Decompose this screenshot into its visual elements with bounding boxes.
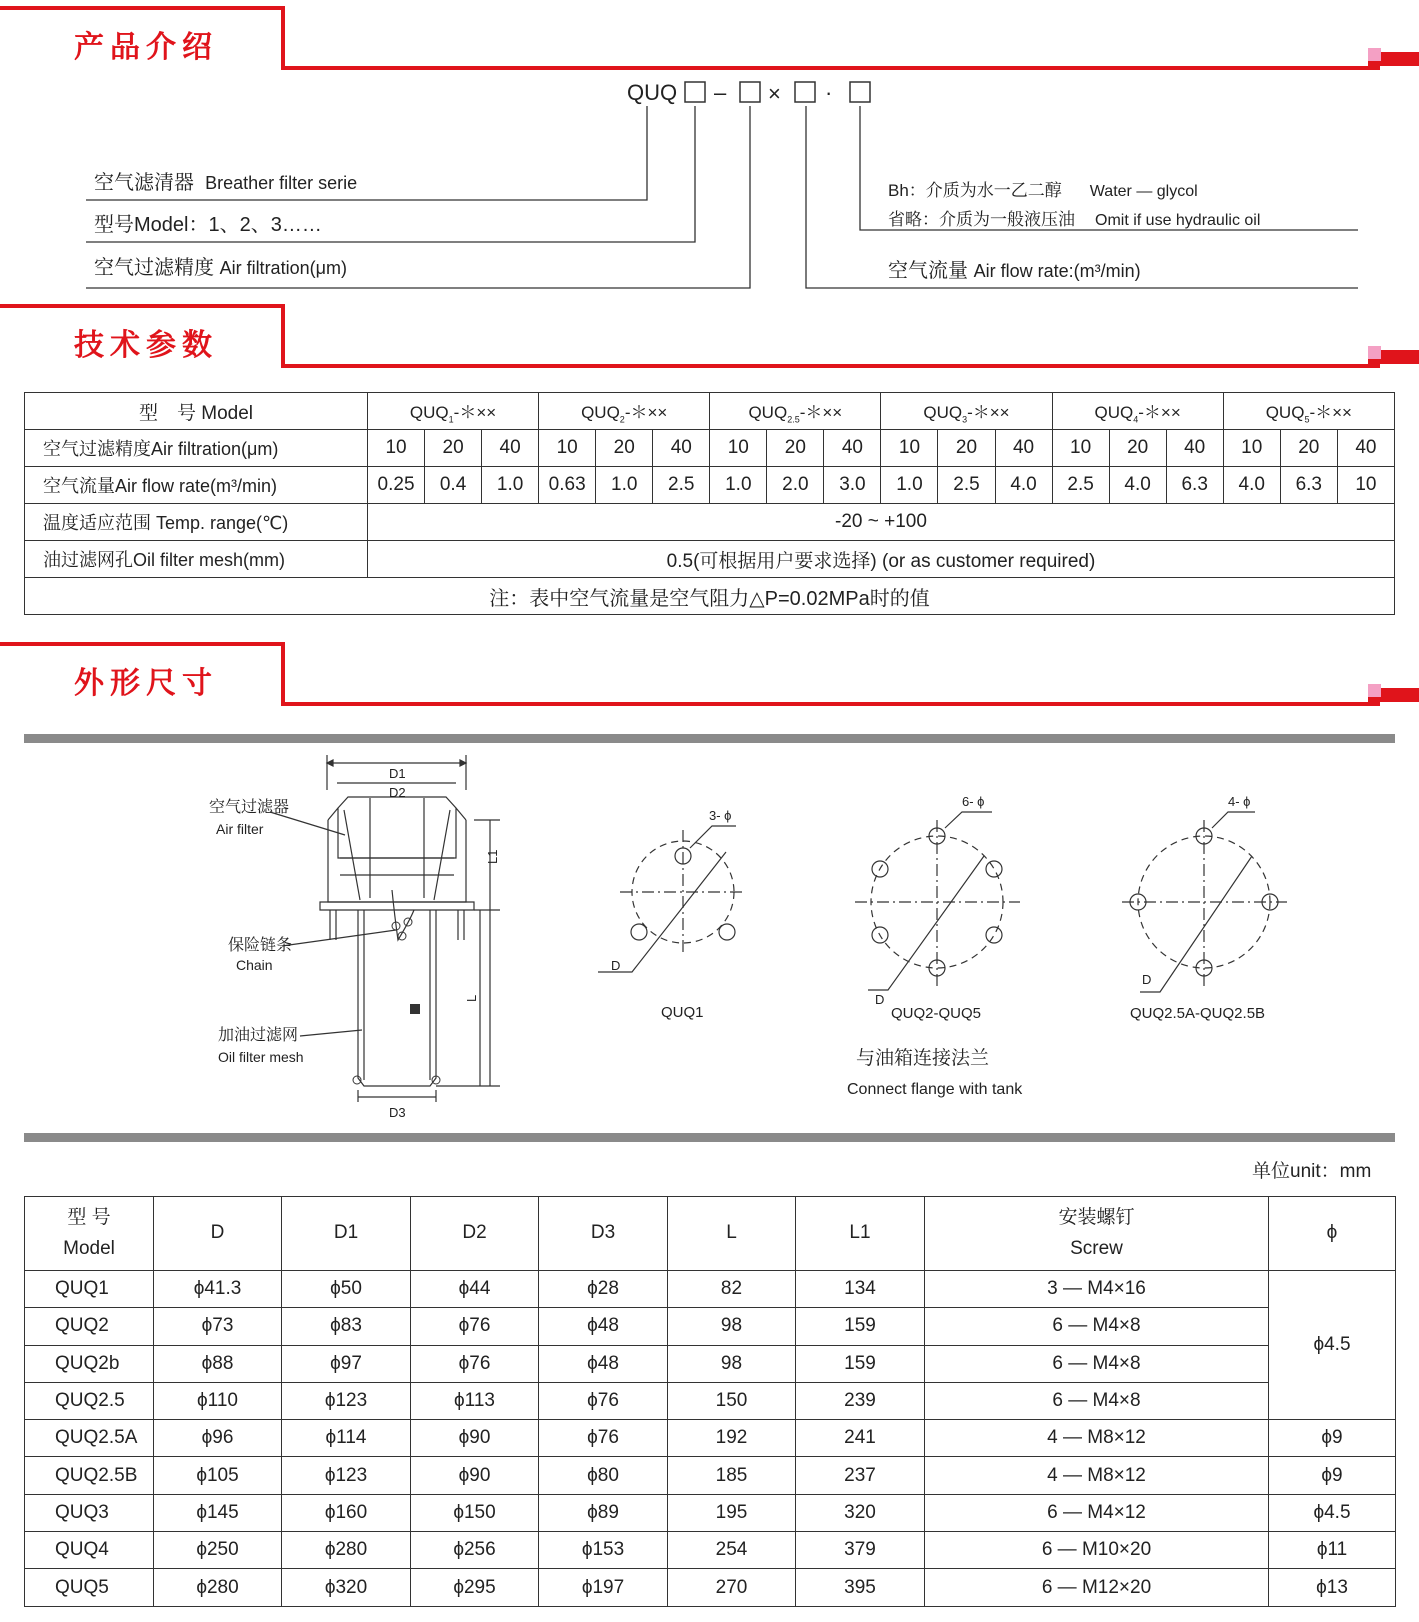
svg-text:·: · [825,80,833,105]
svg-text:D: D [1142,972,1152,987]
table-row: QUQ2.5A ϕ96 ϕ114 ϕ90 ϕ76 192 241 4 — M8×12 ϕ9 [25,1420,1396,1457]
svg-text:–: – [714,80,727,105]
intro-flow: 空气流量 Air flow rate:(m³/min) [888,260,1141,282]
label-chain-cn: 保险链条 [228,937,293,954]
spec-model-5: $QUQ_5-*\times\times$ [1223,393,1394,430]
label-mesh-cn: 加油过滤网 [218,1027,299,1044]
table-row: QUQ5 ϕ280 ϕ320 ϕ295 ϕ197 270 395 6 — M12×20 ϕ13 [25,1569,1396,1606]
intro-line3: 空气过滤精度 Air filtration(μm) [94,257,347,279]
table-row: QUQ2 ϕ73 ϕ83 ϕ76 ϕ48 98 159 6 — M4×8 [25,1308,1396,1345]
dimensions-table [24,1196,1396,1607]
svg-text:4- ϕ: 4- ϕ [1228,794,1251,809]
svg-text:D: D [611,958,621,973]
table-row: QUQ4 ϕ250 ϕ280 ϕ256 ϕ153 254 379 6 — M10×20 ϕ11 [25,1532,1396,1569]
svg-text:D2: D2 [389,785,406,800]
divider-bar [24,734,1395,743]
table-row: QUQ2b ϕ88 ϕ97 ϕ76 ϕ48 98 159 6 — M4×8 [25,1345,1396,1382]
flange-label-cn: 与油箱连接法兰 [856,1048,990,1069]
label-mesh-en: Oil filter mesh [218,1049,304,1065]
section-title-dims: 外形尺寸 [74,666,218,701]
code-prefix: QUQ [627,80,678,105]
svg-text:D1: D1 [389,766,406,781]
spec-table [24,392,1395,615]
dim-model-header: 型 号 Model [25,1197,154,1271]
svg-text:×: × [768,81,781,106]
dimension-drawing [0,750,1419,1130]
table-row: QUQ1 ϕ41.3 ϕ50 ϕ44 ϕ28 82 134 3 — M4×16 ϕ4.5 [25,1271,1396,1308]
dim-header-row: 型 号 Model D D1 D2 D3 L L1 安装螺钉 Screw ϕ [25,1197,1396,1271]
section-title-intro: 产品介绍 [74,30,218,65]
spec-model-header: 型 号 Model [25,393,368,430]
intro-line2: 型号Model：1、2、3…… [94,214,322,236]
divider-bar [24,1133,1395,1142]
spec-model-2: $QUQ_2-*\times\times$ [539,393,710,430]
table-row: QUQ3 ϕ145 ϕ160 ϕ150 ϕ89 195 320 6 — M4×12 ϕ4.5 [25,1494,1396,1531]
table-row: QUQ2.5 ϕ110 ϕ123 ϕ113 ϕ76 150 239 6 — M4×8 [25,1382,1396,1419]
caption-quq1: QUQ1 [661,1004,704,1021]
spec-mesh-row: 油过滤网孔Oil filter mesh(mm) 0.5(可根据用户要求选择) (or as customer required) [25,541,1395,578]
svg-text:D3: D3 [389,1105,406,1120]
label-chain-en: Chain [236,957,273,973]
unit-label: 单位unit：mm [1252,1161,1372,1182]
spec-model-3: $QUQ_3-*\times\times$ [881,393,1052,430]
svg-text:6- ϕ: 6- ϕ [962,794,985,809]
svg-text:L1: L1 [485,849,500,864]
merged-phi-cell: ϕ4.5 [1269,1271,1396,1420]
spec-filtration-row: 空气过滤精度Air filtration(μm) 10 20 40 10 20 40 10 20 40 10 20 40 10 20 40 10 20 40 [25,430,1395,467]
label-air-filter-en: Air filter [216,821,264,837]
spec-model-4: $QUQ_4-*\times\times$ [1052,393,1223,430]
svg-text:L: L [464,994,479,1002]
caption-quq2-5a-2-5b: QUQ2.5A-QUQ2.5B [1130,1005,1266,1022]
intro-bh: Bh：介质为水一乙二醇 Water — glycol [888,181,1198,200]
spec-temp-row: 温度适应范围 Temp. range(℃) -20 ~ +100 [25,504,1395,541]
section-title-tech: 技术参数 [74,328,218,363]
spec-flow-row: 空气流量Air flow rate(m³/min) 0.25 0.4 1.0 0.63 1.0 2.5 1.0 2.0 3.0 1.0 2.5 4.0 2.5 4.0 6.3 4.0 6.3 10 [25,467,1395,504]
spec-note-row: 注：表中空气流量是空气阻力△P=0.02MPa时的值 [25,578,1395,615]
flange-label-en: Connect flange with tank [847,1081,1023,1098]
table-row: QUQ2.5B ϕ105 ϕ123 ϕ90 ϕ80 185 237 4 — M8×12 ϕ9 [25,1457,1396,1494]
label-air-filter-cn: 空气过滤器 [209,799,290,816]
svg-text:D: D [875,992,885,1007]
spec-model-2-5: $QUQ_{2.5}-*\times\times$ [710,393,881,430]
spec-header-row [25,393,1395,430]
intro-omit: 省略：介质为一般液压油 Omit if use hydraulic oil [888,210,1261,229]
intro-line1: 空气滤清器 Breather filter serie [94,172,358,194]
spec-model-1: $QUQ_1-*\times\times$ [368,393,539,430]
caption-quq2-5: QUQ2-QUQ5 [891,1005,982,1022]
svg-text:3- ϕ: 3- ϕ [709,808,732,823]
dim-screw-header: 安装螺钉 Screw [925,1197,1269,1271]
